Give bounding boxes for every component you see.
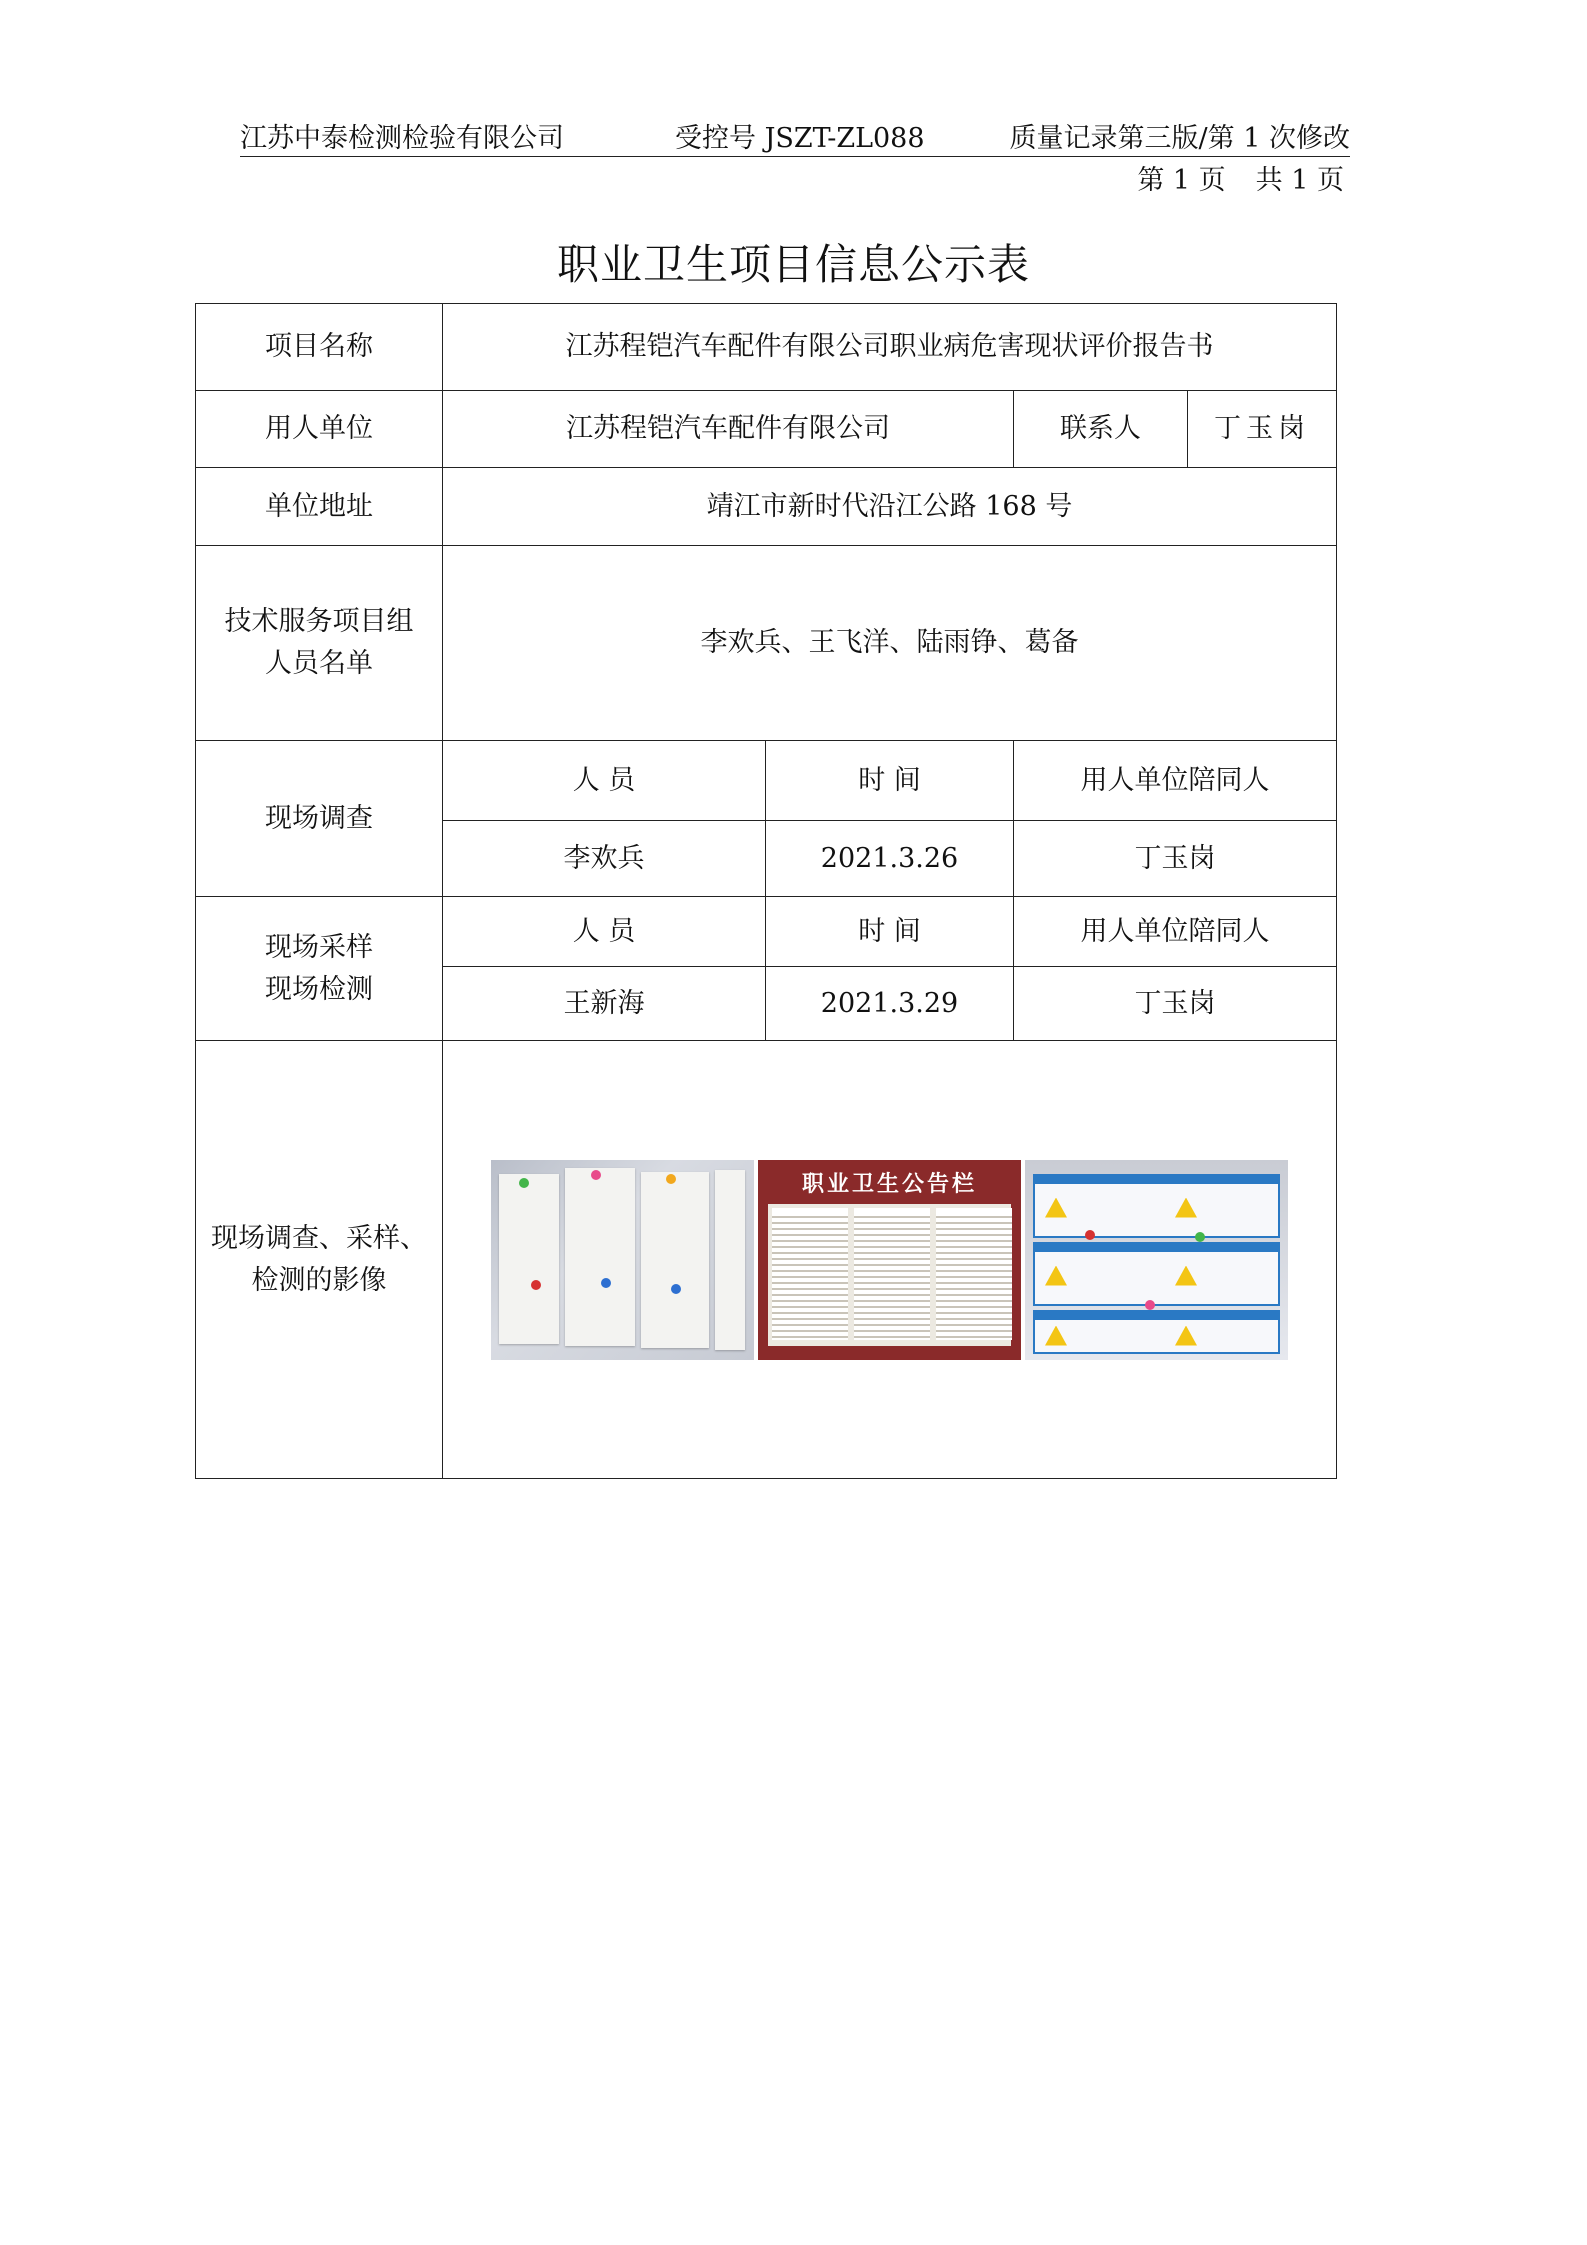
images-cell (443, 1041, 1337, 1479)
sampling-label-line1: 现场采样 (265, 931, 373, 963)
sampling-header-person: 人 员 (443, 897, 766, 967)
sampling-escort: 丁玉岗 (1014, 967, 1337, 1041)
sampling-person: 王新海 (443, 967, 766, 1041)
images-label (196, 1041, 443, 1479)
project-name-value: 江苏程铠汽车配件有限公司职业病危害现状评价报告书 (443, 304, 1337, 391)
sampling-header-time: 时 间 (766, 897, 1014, 967)
record-version: 质量记录第三版/第 1 次修改 (1009, 123, 1350, 154)
images-label-line2: 检测的影像 (251, 1264, 387, 1296)
row-sampling-header (196, 897, 1337, 967)
row-project-name (196, 304, 1337, 391)
contact-label: 联系人 (1014, 391, 1188, 468)
employer-label: 用人单位 (196, 391, 443, 468)
page-header (240, 112, 1350, 157)
employer-value: 江苏程铠汽车配件有限公司 (443, 391, 1014, 468)
survey-person: 李欢兵 (443, 821, 766, 897)
photo-bulletin-board (758, 1160, 1021, 1360)
photo-warning-posters (1025, 1160, 1288, 1360)
row-employer (196, 391, 1337, 468)
sampling-label (196, 897, 443, 1041)
page-info (1137, 158, 1344, 197)
row-survey-header (196, 741, 1337, 821)
control-number: 受控号 JSZT-ZL088 (675, 123, 925, 154)
address-label: 单位地址 (196, 468, 443, 546)
team-label-line2: 人员名单 (265, 648, 373, 679)
survey-date: 2021.3.26 (766, 821, 1014, 897)
survey-header-escort: 用人单位陪同人 (1014, 741, 1337, 821)
sampling-header-escort: 用人单位陪同人 (1014, 897, 1337, 967)
info-table (195, 303, 1337, 1479)
row-address (196, 468, 1337, 546)
contact-value: 丁玉岗 (1188, 391, 1337, 468)
project-name-label: 项目名称 (196, 304, 443, 391)
survey-escort: 丁玉岗 (1014, 821, 1337, 897)
survey-header-time: 时 间 (766, 741, 1014, 821)
row-images (196, 1041, 1337, 1479)
sampling-label-line2: 现场检测 (265, 973, 373, 1005)
survey-header-person: 人 员 (443, 741, 766, 821)
sampling-date: 2021.3.29 (766, 967, 1014, 1041)
images-label-line1: 现场调查、采样、 (211, 1222, 427, 1254)
row-team (196, 546, 1337, 741)
page-total: 共 1 页 (1255, 165, 1344, 196)
team-label-line1: 技术服务项目组 (224, 606, 414, 638)
page-number: 第 1 页 (1137, 165, 1226, 196)
address-value: 靖江市新时代沿江公路 168 号 (443, 468, 1337, 546)
team-label (196, 546, 443, 741)
survey-label: 现场调查 (196, 741, 443, 897)
company-name: 江苏中泰检测检验有限公司 (240, 123, 564, 154)
team-value: 李欢兵、王飞洋、陆雨铮、葛备 (443, 546, 1337, 741)
bulletin-board-title: 职业卫生公告栏 (801, 1171, 977, 1197)
photo-documents-board (491, 1160, 754, 1360)
site-photos (491, 1160, 1288, 1360)
page-title: 职业卫生项目信息公示表 (556, 240, 1030, 289)
